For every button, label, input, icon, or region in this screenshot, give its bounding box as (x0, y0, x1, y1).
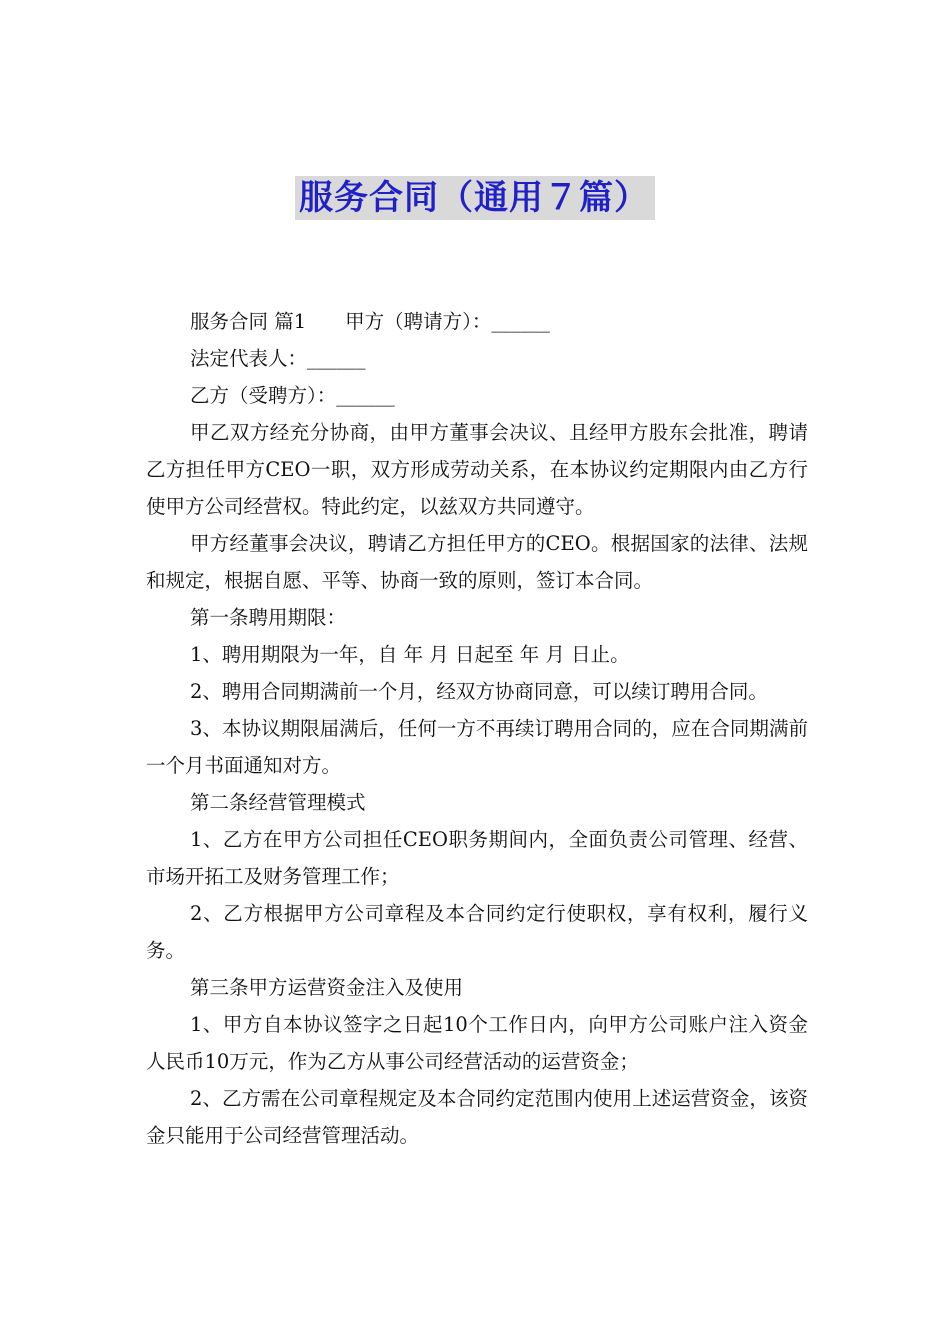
paragraph-article-3-item-1: 1、甲方自本协议签字之日起10个工作日内，向甲方公司账户注入资金人民币10万元，作为乙方从事公司经营活动的运营资金； (146, 1013, 808, 1073)
paragraph-party-b: 乙方（受聘方）：______ (190, 384, 395, 407)
paragraph-article-3-item-2: 2、乙方需在公司章程规定及本合同约定范围内使用上述运营资金，该资金只能用于公司经营管理活动。 (146, 1087, 808, 1147)
document-body (146, 303, 808, 1154)
paragraph-article-2-item-2: 2、乙方根据甲方公司章程及本合同约定行使职权，享有权利，履行义务。 (146, 902, 808, 962)
document-title: 服务合同（通用７篇） (295, 176, 655, 220)
title-container (0, 176, 950, 220)
paragraph-article-2-item-1: 1、乙方在甲方公司担任CEO职务期间内，全面负责公司管理、经营、市场开拓工及财务管理工作； (146, 828, 808, 888)
paragraph-legal-rep: 法定代表人：______ (190, 347, 366, 370)
paragraph-article-1-item-2: 2、聘用合同期满前一个月，经双方协商同意，可以续订聘用合同。 (190, 680, 768, 703)
paragraph-party-a: 服务合同 篇1 甲方（聘请方）：______ (190, 310, 550, 333)
heading-article-2: 第二条经营管理模式 (190, 791, 366, 814)
paragraph-article-1-item-3: 3、本协议期限届满后，任何一方不再续订聘用合同的，应在合同期满前一个月书面通知对方。 (146, 717, 808, 777)
paragraph-preamble: 甲乙双方经充分协商，由甲方董事会决议、且经甲方股东会批准，聘请乙方担任甲方CEO一职，双方形成劳动关系，在本协议约定期限内由乙方行使甲方公司经营权。特此约定，以兹双方共同遵守。 (146, 421, 808, 518)
paragraph-board-resolution: 甲方经董事会决议，聘请乙方担任甲方的CEO。根据国家的法律、法规和规定，根据自愿、平等、协商一致的原则，签订本合同。 (146, 532, 808, 592)
paragraph-article-1-item-1: 1、聘用期限为一年，自 年 月 日起至 年 月 日止。 (190, 643, 630, 666)
heading-article-3: 第三条甲方运营资金注入及使用 (190, 976, 464, 999)
heading-article-1: 第一条聘用期限： (190, 606, 347, 629)
